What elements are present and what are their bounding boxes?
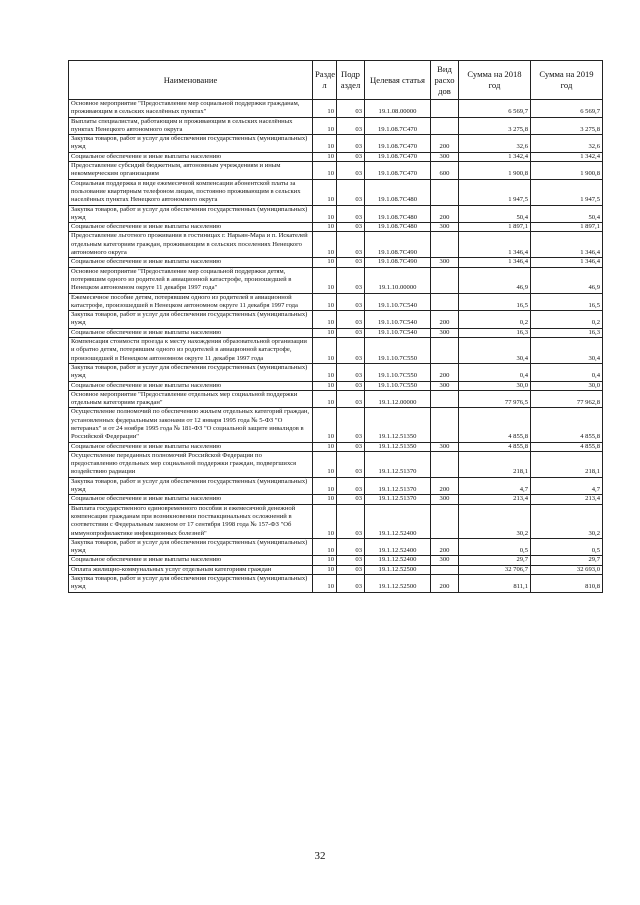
- table-row: [69, 575, 603, 593]
- row-section-cell: 10: [313, 328, 337, 337]
- row-sum-2019-cell: 0,2: [531, 311, 603, 329]
- row-sum-2018-cell: 6 569,7: [459, 100, 531, 118]
- row-sum-2019-cell: 4,7: [531, 477, 603, 495]
- row-section-cell: 10: [313, 451, 337, 477]
- row-sum-2019-cell: 32,6: [531, 135, 603, 153]
- row-sum-2019-cell: 32 693,0: [531, 565, 603, 574]
- row-subsection-cell: 03: [337, 135, 365, 153]
- row-subsection-cell: 03: [337, 556, 365, 565]
- row-section-cell: 10: [313, 135, 337, 153]
- budget-table: [68, 60, 603, 593]
- row-name-cell: Основное мероприятие "Предоставление мер социальной поддержки гражданам, проживающим в сельских населённых пунктах": [69, 100, 313, 118]
- table-row: [69, 538, 603, 556]
- row-sum-2019-cell: 1 342,4: [531, 152, 603, 161]
- table-row: [69, 408, 603, 442]
- row-sum-2018-cell: 1 342,4: [459, 152, 531, 161]
- row-type-cell: 200: [431, 135, 459, 153]
- row-article-cell: 19.1.12.00000: [365, 390, 431, 408]
- row-type-cell: 300: [431, 495, 459, 504]
- row-sum-2019-cell: 29,7: [531, 556, 603, 565]
- row-type-cell: [431, 232, 459, 258]
- row-sum-2018-cell: 4 855,8: [459, 442, 531, 451]
- row-section-cell: 10: [313, 179, 337, 205]
- row-sum-2019-cell: 0,5: [531, 538, 603, 556]
- row-sum-2019-cell: 810,8: [531, 575, 603, 593]
- row-sum-2019-cell: 16,3: [531, 328, 603, 337]
- row-article-cell: 19.1.12.52500: [365, 565, 431, 574]
- row-section-cell: 10: [313, 338, 337, 364]
- row-section-cell: 10: [313, 538, 337, 556]
- row-subsection-cell: 03: [337, 575, 365, 593]
- row-sum-2019-cell: 1 900,8: [531, 162, 603, 180]
- row-article-cell: 19.1.08.7С480: [365, 179, 431, 205]
- row-sum-2019-cell: 1 897,1: [531, 223, 603, 232]
- table-row: [69, 381, 603, 390]
- row-sum-2018-cell: 3 275,8: [459, 117, 531, 135]
- row-sum-2019-cell: 3 275,8: [531, 117, 603, 135]
- row-subsection-cell: 03: [337, 328, 365, 337]
- row-sum-2018-cell: 16,5: [459, 293, 531, 311]
- row-article-cell: 19.1.12.51350: [365, 408, 431, 442]
- row-sum-2018-cell: 0,4: [459, 363, 531, 381]
- row-subsection-cell: 03: [337, 311, 365, 329]
- row-name-cell: Выплаты специалистам, работающим и проживающим в сельских населённых пунктах Ненецкого автономного округа: [69, 117, 313, 135]
- row-article-cell: 19.1.12.52400: [365, 556, 431, 565]
- row-name-cell: Социальное обеспечение и иные выплаты населению: [69, 495, 313, 504]
- row-type-cell: 300: [431, 381, 459, 390]
- row-article-cell: 19.1.10.7С550: [365, 338, 431, 364]
- row-sum-2018-cell: 0,5: [459, 538, 531, 556]
- row-section-cell: 10: [313, 556, 337, 565]
- row-sum-2019-cell: 4 855,8: [531, 442, 603, 451]
- table-row: [69, 100, 603, 118]
- row-article-cell: 19.1.10.7С540: [365, 293, 431, 311]
- row-sum-2019-cell: 50,4: [531, 205, 603, 223]
- table-row: [69, 135, 603, 153]
- row-name-cell: Социальное обеспечение и иные выплаты населению: [69, 556, 313, 565]
- table-row: [69, 179, 603, 205]
- table-row: [69, 258, 603, 267]
- row-subsection-cell: 03: [337, 538, 365, 556]
- row-subsection-cell: 03: [337, 100, 365, 118]
- row-name-cell: Закупка товаров, работ и услуг для обеспечения государственных (муниципальных) нужд: [69, 205, 313, 223]
- row-article-cell: 19.1.10.7С550: [365, 381, 431, 390]
- row-section-cell: 10: [313, 162, 337, 180]
- row-section-cell: 10: [313, 477, 337, 495]
- row-article-cell: 19.1.10.7С540: [365, 311, 431, 329]
- row-section-cell: 10: [313, 267, 337, 293]
- row-type-cell: [431, 293, 459, 311]
- row-section-cell: 10: [313, 565, 337, 574]
- row-article-cell: 19.1.12.52500: [365, 575, 431, 593]
- row-type-cell: [431, 117, 459, 135]
- row-name-cell: Выплата государственного единовременного пособия и ежемесячной денежной компенсации гражданам при возникновении поствакцинальных осложнений в соответствии с Федеральным законом от 17 сентября 1998 года № 157-ФЗ "Об иммунопрофилактике инфекционных болезней": [69, 504, 313, 538]
- row-section-cell: 10: [313, 311, 337, 329]
- table-row: [69, 565, 603, 574]
- row-article-cell: 19.1.08.7С470: [365, 117, 431, 135]
- row-sum-2019-cell: 0,4: [531, 363, 603, 381]
- row-name-cell: Осуществление полномочий по обеспечению жильем отдельных категорий граждан, установленных федеральными законами от 12 января 1995 года № 5-ФЗ "О ветеранах" и от 24 ноября 1995 года № 181-ФЗ "О социальной защите инвалидов в Российской Федерации": [69, 408, 313, 442]
- row-article-cell: 19.1.12.51370: [365, 495, 431, 504]
- row-sum-2018-cell: 218,1: [459, 451, 531, 477]
- row-name-cell: Социальная поддержка в виде ежемесячной компенсации абонентской платы за пользование квартирным телефоном лицам, постоянно проживающим в сельских населённых пунктах Ненецкого автономного округа: [69, 179, 313, 205]
- row-type-cell: [431, 338, 459, 364]
- row-type-cell: [431, 179, 459, 205]
- table-row: [69, 556, 603, 565]
- row-type-cell: [431, 565, 459, 574]
- row-type-cell: [431, 504, 459, 538]
- row-section-cell: 10: [313, 223, 337, 232]
- row-sum-2019-cell: 6 569,7: [531, 100, 603, 118]
- row-section-cell: 10: [313, 258, 337, 267]
- header-sum-2018: Сумма на 2018 год: [459, 61, 531, 100]
- table-row: [69, 293, 603, 311]
- row-type-cell: [431, 408, 459, 442]
- row-section-cell: 10: [313, 152, 337, 161]
- row-sum-2018-cell: 1 900,8: [459, 162, 531, 180]
- table-row: [69, 205, 603, 223]
- row-sum-2018-cell: 0,2: [459, 311, 531, 329]
- row-section-cell: 10: [313, 100, 337, 118]
- row-name-cell: Социальное обеспечение и иные выплаты населению: [69, 223, 313, 232]
- row-type-cell: 300: [431, 328, 459, 337]
- row-subsection-cell: 03: [337, 205, 365, 223]
- table-row: [69, 338, 603, 364]
- row-article-cell: 19.1.08.7С490: [365, 232, 431, 258]
- row-article-cell: 19.1.08.7С480: [365, 223, 431, 232]
- row-article-cell: 19.1.10.7С540: [365, 328, 431, 337]
- row-type-cell: 200: [431, 363, 459, 381]
- row-name-cell: Ежемесячное пособие детям, потерявшим одного из родителей в авиационной катастрофе, произошедшей в Ненецком автономном округе 11 декабря 1997 года: [69, 293, 313, 311]
- row-subsection-cell: 03: [337, 179, 365, 205]
- row-article-cell: 19.1.10.7С550: [365, 363, 431, 381]
- row-subsection-cell: 03: [337, 381, 365, 390]
- row-type-cell: 300: [431, 223, 459, 232]
- row-name-cell: Закупка товаров, работ и услуг для обеспечения государственных (муниципальных) нужд: [69, 363, 313, 381]
- row-name-cell: Основное мероприятие "Предоставление мер социальной поддержки детям, потерявшим одного из родителей в авиационной катастрофе, произошедшей в Ненецком автономном округе 11 декабря 1997 года": [69, 267, 313, 293]
- row-article-cell: 19.1.08.7С490: [365, 258, 431, 267]
- row-sum-2018-cell: 29,7: [459, 556, 531, 565]
- table-row: [69, 311, 603, 329]
- row-sum-2018-cell: 1 346,4: [459, 258, 531, 267]
- row-name-cell: Предоставление субсидий бюджетным, автономным учреждениям и иным некоммерческим организациям: [69, 162, 313, 180]
- table-row: [69, 223, 603, 232]
- row-name-cell: Социальное обеспечение и иные выплаты населению: [69, 381, 313, 390]
- row-subsection-cell: 03: [337, 408, 365, 442]
- row-subsection-cell: 03: [337, 223, 365, 232]
- header-section: Разде л: [313, 61, 337, 100]
- row-subsection-cell: 03: [337, 258, 365, 267]
- row-type-cell: 200: [431, 311, 459, 329]
- row-sum-2018-cell: 77 976,5: [459, 390, 531, 408]
- row-sum-2018-cell: 30,4: [459, 338, 531, 364]
- row-section-cell: 10: [313, 504, 337, 538]
- row-name-cell: Закупка товаров, работ и услуг для обеспечения государственных (муниципальных) нужд: [69, 311, 313, 329]
- row-section-cell: 10: [313, 232, 337, 258]
- row-name-cell: Осуществление переданных полномочий Российской Федерации по предоставлению отдельных мер социальной поддержки граждан, подвергшихся воздействию радиации: [69, 451, 313, 477]
- row-type-cell: 300: [431, 442, 459, 451]
- row-subsection-cell: 03: [337, 152, 365, 161]
- row-type-cell: [431, 390, 459, 408]
- table-row: [69, 363, 603, 381]
- row-sum-2018-cell: 1 897,1: [459, 223, 531, 232]
- row-name-cell: Закупка товаров, работ и услуг для обеспечения государственных (муниципальных) нужд: [69, 538, 313, 556]
- row-subsection-cell: 03: [337, 495, 365, 504]
- row-sum-2019-cell: 213,4: [531, 495, 603, 504]
- table-row: [69, 117, 603, 135]
- row-subsection-cell: 03: [337, 293, 365, 311]
- row-name-cell: Социальное обеспечение и иные выплаты населению: [69, 152, 313, 161]
- row-name-cell: Социальное обеспечение и иные выплаты населению: [69, 258, 313, 267]
- row-name-cell: Оплата жилищно-коммунальных услуг отдельным категориям граждан: [69, 565, 313, 574]
- row-sum-2018-cell: 1 346,4: [459, 232, 531, 258]
- table-row: [69, 152, 603, 161]
- row-section-cell: 10: [313, 117, 337, 135]
- row-article-cell: 19.1.12.51370: [365, 451, 431, 477]
- row-subsection-cell: 03: [337, 504, 365, 538]
- header-subsection: Подр аздел: [337, 61, 365, 100]
- row-section-cell: 10: [313, 442, 337, 451]
- row-sum-2018-cell: 4,7: [459, 477, 531, 495]
- row-sum-2019-cell: 218,1: [531, 451, 603, 477]
- row-sum-2019-cell: 30,0: [531, 381, 603, 390]
- table-row: [69, 267, 603, 293]
- row-sum-2019-cell: 30,4: [531, 338, 603, 364]
- row-type-cell: [431, 451, 459, 477]
- row-type-cell: 300: [431, 152, 459, 161]
- row-sum-2019-cell: 30,2: [531, 504, 603, 538]
- row-section-cell: 10: [313, 293, 337, 311]
- table-row: [69, 495, 603, 504]
- row-article-cell: 19.1.12.51350: [365, 442, 431, 451]
- row-type-cell: 200: [431, 205, 459, 223]
- row-article-cell: 19.1.08.7С470: [365, 152, 431, 161]
- row-subsection-cell: 03: [337, 232, 365, 258]
- table-row: [69, 442, 603, 451]
- row-section-cell: 10: [313, 390, 337, 408]
- row-name-cell: Закупка товаров, работ и услуг для обеспечения государственных (муниципальных) нужд: [69, 477, 313, 495]
- row-article-cell: 19.1.10.00000: [365, 267, 431, 293]
- row-sum-2018-cell: 1 947,5: [459, 179, 531, 205]
- row-sum-2019-cell: 77 962,8: [531, 390, 603, 408]
- row-sum-2018-cell: 30,0: [459, 381, 531, 390]
- row-section-cell: 10: [313, 381, 337, 390]
- header-name: Наименование: [69, 61, 313, 100]
- row-type-cell: [431, 100, 459, 118]
- row-section-cell: 10: [313, 575, 337, 593]
- row-sum-2018-cell: 4 855,8: [459, 408, 531, 442]
- header-target-article: Целевая статья: [365, 61, 431, 100]
- row-sum-2018-cell: 16,3: [459, 328, 531, 337]
- row-subsection-cell: 03: [337, 442, 365, 451]
- row-type-cell: 200: [431, 538, 459, 556]
- row-article-cell: 19.1.12.51370: [365, 477, 431, 495]
- row-section-cell: 10: [313, 495, 337, 504]
- row-subsection-cell: 03: [337, 162, 365, 180]
- table-row: [69, 451, 603, 477]
- row-name-cell: Предоставление льготного проживания в гостиницах г. Нарьян-Мара и п. Искателей отдельным категориям граждан, проживающим в сельских поселениях Ненецкого автономного округа: [69, 232, 313, 258]
- row-sum-2018-cell: 811,1: [459, 575, 531, 593]
- row-subsection-cell: 03: [337, 363, 365, 381]
- row-article-cell: 19.1.08.7С470: [365, 162, 431, 180]
- row-type-cell: 300: [431, 258, 459, 267]
- row-name-cell: Закупка товаров, работ и услуг для обеспечения государственных (муниципальных) нужд: [69, 135, 313, 153]
- row-type-cell: [431, 267, 459, 293]
- header-sum-2019: Сумма на 2019 год: [531, 61, 603, 100]
- row-sum-2018-cell: 213,4: [459, 495, 531, 504]
- row-sum-2019-cell: 1 346,4: [531, 232, 603, 258]
- row-name-cell: Социальное обеспечение и иные выплаты населению: [69, 442, 313, 451]
- row-section-cell: 10: [313, 363, 337, 381]
- row-sum-2018-cell: 50,4: [459, 205, 531, 223]
- row-type-cell: 600: [431, 162, 459, 180]
- row-subsection-cell: 03: [337, 451, 365, 477]
- row-sum-2019-cell: 4 855,8: [531, 408, 603, 442]
- row-article-cell: 19.1.08.7С480: [365, 205, 431, 223]
- row-sum-2018-cell: 30,2: [459, 504, 531, 538]
- row-article-cell: 19.1.08.7С470: [365, 135, 431, 153]
- row-article-cell: 19.1.12.52400: [365, 504, 431, 538]
- row-sum-2019-cell: 1 346,4: [531, 258, 603, 267]
- row-section-cell: 10: [313, 408, 337, 442]
- row-subsection-cell: 03: [337, 565, 365, 574]
- row-sum-2018-cell: 32 706,7: [459, 565, 531, 574]
- table-row: [69, 477, 603, 495]
- row-name-cell: Компенсация стоимости проезда к месту нахождения образовательной организации и обратно детям, потерявшим одного из родителей в авиационной катастрофе, произошедшей в Ненецком автономном округе 11 декабря 1997 года: [69, 338, 313, 364]
- row-sum-2018-cell: 32,6: [459, 135, 531, 153]
- row-type-cell: 200: [431, 575, 459, 593]
- table-row: [69, 390, 603, 408]
- header-expense-type: Вид расхо дов: [431, 61, 459, 100]
- row-sum-2019-cell: 16,5: [531, 293, 603, 311]
- row-article-cell: 19.1.08.00000: [365, 100, 431, 118]
- row-subsection-cell: 03: [337, 117, 365, 135]
- table-row: [69, 504, 603, 538]
- row-name-cell: Основное мероприятие "Предоставление отдельных мер социальной поддержки отдельным категориям граждан": [69, 390, 313, 408]
- row-type-cell: 300: [431, 556, 459, 565]
- table-row: [69, 232, 603, 258]
- row-name-cell: Закупка товаров, работ и услуг для обеспечения государственных (муниципальных) нужд: [69, 575, 313, 593]
- row-subsection-cell: 03: [337, 338, 365, 364]
- page-number: 32: [314, 850, 326, 862]
- row-subsection-cell: 03: [337, 477, 365, 495]
- table-row: [69, 328, 603, 337]
- row-sum-2019-cell: 46,9: [531, 267, 603, 293]
- row-type-cell: 200: [431, 477, 459, 495]
- row-sum-2019-cell: 1 947,5: [531, 179, 603, 205]
- table-row: [69, 162, 603, 180]
- row-name-cell: Социальное обеспечение и иные выплаты населению: [69, 328, 313, 337]
- row-subsection-cell: 03: [337, 390, 365, 408]
- row-subsection-cell: 03: [337, 267, 365, 293]
- row-section-cell: 10: [313, 205, 337, 223]
- row-article-cell: 19.1.12.52400: [365, 538, 431, 556]
- table-header-row: [69, 61, 603, 100]
- row-sum-2018-cell: 46,9: [459, 267, 531, 293]
